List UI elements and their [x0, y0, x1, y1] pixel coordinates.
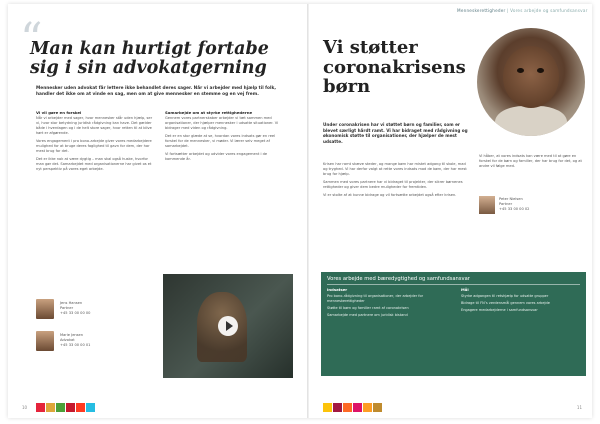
sdg-goal-icon [76, 403, 85, 412]
sdg-icon-row [323, 403, 382, 412]
sdg-goal-icon [343, 403, 352, 412]
sdg-goal-icon [333, 403, 342, 412]
col1-paragraph: Vores engagement i pro bono-arbejde giver vores medarbejdere mulighed for at bruge deres faglighed til gavn for dem, der har mest brug for det. [36, 139, 152, 153]
sdg-goal-icon [46, 403, 55, 412]
contact-card [36, 331, 146, 353]
right-page [309, 4, 592, 418]
box-list-item: Bidrage til FN’s verdensmål gennem vores arbejde [461, 300, 550, 305]
body-paragraph: Vi er stolte af at kunne bidrage og vil fortsætte arbejdet også efter krisen. [323, 193, 457, 197]
box-list-item: Engagere medarbejderne i samfundsansvar [461, 307, 538, 312]
box-divider [327, 284, 580, 285]
sdg-goal-icon [36, 403, 45, 412]
right-page-lead: Under coronakrisen har vi støttet børn og familier, som er blevet særligt hårdt ramt. Vi har bidraget med rådgivning og økonomisk støtte til organisationer, der hjælper de mest udsatte. [323, 122, 468, 144]
sdg-goal-icon [323, 403, 332, 412]
running-header [457, 8, 588, 13]
photo-eye [537, 68, 544, 73]
col2-paragraph: Det er en stor glæde at se, hvordan vores indsats gør en reel forskel for de mennesker, vi møder. Vi lærer selv meget af samarbejdet. [165, 134, 276, 148]
right-body-text [323, 162, 471, 201]
col1-paragraph: Når vi arbejder med sager, hvor mennesker står uden hjælp, ser vi, hvor stor betydning juridisk rådgivning kan have. Det gælder både i hverdagen og i de helt store sager, hvor retten til at blive hørt er afgørende. [36, 116, 153, 135]
contact-photo [36, 331, 54, 351]
sdg-goal-icon [56, 403, 65, 412]
left-page [8, 4, 307, 418]
body-paragraph: Sammen med vores partnere har vi bidraget til projekter, der sikrer børnenes rettigheder og giver dem bedre muligheder for fremtiden. [323, 180, 463, 189]
contact-phone[interactable]: +45 33 00 00 01 [60, 342, 91, 347]
contact-phone[interactable]: +45 33 00 00 02 [499, 206, 530, 211]
page-number: 10 [22, 405, 28, 410]
contact-phone[interactable]: +45 33 00 00 00 [60, 310, 91, 315]
col2-heading: Samarbejde om at styrke rettighederne [165, 110, 253, 115]
col2-paragraph: Gennem vores partnerskaber arbejder vi tæt sammen med organisationer, der hjælper mennesker i udsatte situationer. Vi bidrager med viden og rådgivning. [165, 116, 279, 130]
contact-photo [36, 299, 54, 319]
contact-role: Partner [499, 201, 513, 206]
contact-name: Peter Nielsen [499, 197, 523, 201]
contact-name: Marie Jensen [60, 333, 84, 337]
sdg-goal-icon [86, 403, 95, 412]
photo-shirt [495, 106, 567, 136]
contact-card [479, 196, 585, 216]
contact-photo [479, 196, 495, 214]
quote-mark-icon: “ [20, 14, 43, 65]
box-title: Vores arbejde med bæredygtighed og samfundsansvar [327, 276, 470, 282]
header-section: Menneskerettigheder [457, 8, 506, 13]
sdg-goal-icon [373, 403, 382, 412]
child-portrait-photo [477, 28, 585, 136]
contact-info [499, 197, 529, 211]
sdg-goal-icon [363, 403, 372, 412]
box-list-item: Styrke adgangen til retshjælp for udsatte grupper [461, 293, 549, 298]
page-number: 11 [576, 405, 582, 410]
header-separator: | [506, 8, 511, 13]
col1-paragraph: Det er ikke nok at være dygtig – man skal også huske, hvorfor man gør det. Samarbejdet med organisationerne har givet os et nyt perspektiv på vores eget arbejde. [36, 157, 152, 171]
contact-name: Jens Hansen [60, 301, 83, 305]
contact-card [36, 299, 146, 321]
col2-paragraph: Vi fortsætter arbejdet og udvider vores engagement i de kommende år. [165, 152, 268, 161]
contact-role: Partner [60, 305, 74, 310]
sustainability-box [321, 272, 586, 376]
photo-eye [517, 68, 524, 73]
document-spread [8, 4, 592, 418]
sdg-goal-icon [66, 403, 75, 412]
sdg-icon-row [36, 403, 95, 412]
right-page-title: Vi støtter coronakrisens børn [323, 37, 466, 97]
col1-heading: Vi vil gøre en forskel [36, 110, 82, 115]
left-column-2 [165, 110, 287, 165]
video-thumbnail[interactable] [163, 274, 293, 378]
box-list-item: Samarbejde med partnere om juridisk bistand [327, 312, 408, 317]
side-text: Vi håber, at vores indsats kan være med til at gøre en forskel for de børn og familier, der har brug for det, og at andre vil følge med. [479, 154, 582, 168]
contact-role: Advokat [60, 337, 75, 342]
box-list-item: Støtte til børn og familier ramt af coronakrisen [327, 305, 409, 310]
left-page-title: Man kan hurtigt fortabe sig i sin advokatgerning [30, 39, 269, 78]
box-column-2 [461, 288, 579, 315]
left-page-lead: Mennesker uden advokat får lettere ikke behandlet deres sager. Når vi arbejder med hjælp til folk, handler det ikke om at vinde en sag, men om at give mennesker en stemme og en vej frem. [36, 86, 276, 97]
box-col1-heading: Indsatser [327, 287, 348, 292]
body-paragraph: Krisen har ramt skæve steder, og mange børn har mistet adgang til skole, mad og tryghed. Vi har derfor valgt at rette vores indsats mod de børn, der har mest brug for hjælp. [323, 162, 467, 176]
sdg-goal-icon [353, 403, 362, 412]
contact-info [60, 301, 90, 315]
left-column-1 [36, 110, 154, 175]
box-list-item: Pro bono-rådgivning til organisationer, der arbejder for menneskerettigheder [327, 293, 424, 303]
contact-info [60, 333, 90, 347]
header-sub: Vores arbejde og samfundsansvar [510, 8, 588, 13]
photo-face [503, 46, 559, 108]
play-icon[interactable] [218, 316, 238, 336]
box-col2-heading: Mål [461, 287, 469, 292]
box-column-1 [327, 288, 445, 320]
